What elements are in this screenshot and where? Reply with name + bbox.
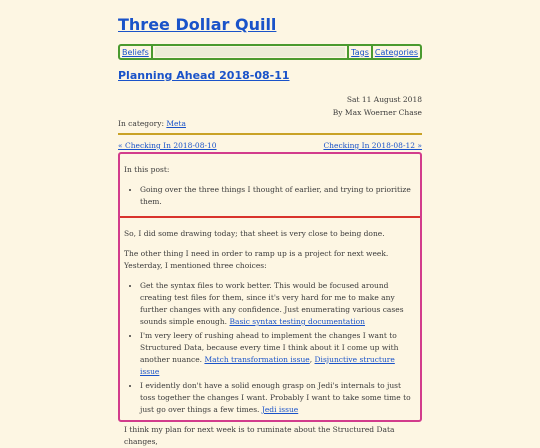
top-navbar bbox=[118, 44, 422, 60]
link-separator: , bbox=[309, 355, 315, 364]
list-item bbox=[140, 380, 416, 416]
category-meta-link[interactable]: Meta bbox=[166, 119, 186, 128]
choices-list bbox=[124, 280, 416, 416]
toc-item: • Going over the three things I thought of earlier, and trying to prioritize them. bbox=[140, 184, 416, 208]
toc-list bbox=[124, 184, 416, 208]
prev-post-link[interactable]: « Checking In 2018-08-10 bbox=[118, 141, 217, 150]
post-category bbox=[118, 119, 186, 128]
site-title-link[interactable]: Three Dollar Quill bbox=[118, 15, 277, 34]
nav-separator bbox=[151, 46, 153, 58]
divider bbox=[118, 133, 422, 135]
toc-heading: In this post: bbox=[124, 165, 170, 174]
section-divider bbox=[120, 216, 420, 218]
nav-tags-link[interactable]: Tags bbox=[351, 47, 369, 57]
list-item bbox=[140, 330, 416, 378]
post-title-link[interactable]: Planning Ahead 2018-08-11 bbox=[118, 69, 290, 82]
paragraph: So, I did some drawing today; that sheet is very close to being done. bbox=[124, 229, 385, 238]
nav-categories-link[interactable]: Categories bbox=[374, 47, 418, 57]
nav-beliefs-link[interactable]: Beliefs bbox=[122, 47, 149, 57]
paragraph: I think my plan for next week is to ruminate about the Structured Data changes, bbox=[124, 425, 395, 446]
next-post-link[interactable]: Checking In 2018-08-12 » bbox=[323, 141, 422, 150]
list-item-text: I'm very leery of rushing ahead to implement the changes I want to Structured Data, because every time I think about it I come up with another nuance. bbox=[140, 331, 399, 364]
list-item-text: Get the syntax files to work better. This would be focused around creating test files for them, since it's very hard for me to make any further changes with any confidence. Just enumerating various cases sounds simple enough. bbox=[140, 281, 404, 326]
post-author: By Max Woerner Chase bbox=[332, 108, 422, 117]
post-date: Sat 11 August 2018 bbox=[346, 95, 422, 104]
search-input[interactable] bbox=[155, 47, 345, 57]
paragraph: The other thing I need in order to ramp up is a project for next week. Yesterday, I mentioned three choices: bbox=[124, 249, 389, 270]
syntax-docs-link[interactable]: Basic syntax testing documentation bbox=[229, 317, 365, 326]
category-label: In category: bbox=[118, 119, 167, 128]
list-item bbox=[140, 280, 416, 328]
disjunctive-structure-link[interactable]: Disjunctive structure issue bbox=[140, 355, 395, 376]
post-content bbox=[118, 152, 422, 446]
jedi-issue-link[interactable]: Jedi issue bbox=[261, 405, 299, 414]
match-transformation-link[interactable]: Match transformation issue bbox=[204, 355, 310, 364]
list-item-text: I evidently don't have a solid enough grasp on Jedi's internals to just toss together the changes I want. Probably I want to take some time to just go over things a few times. bbox=[140, 381, 411, 414]
